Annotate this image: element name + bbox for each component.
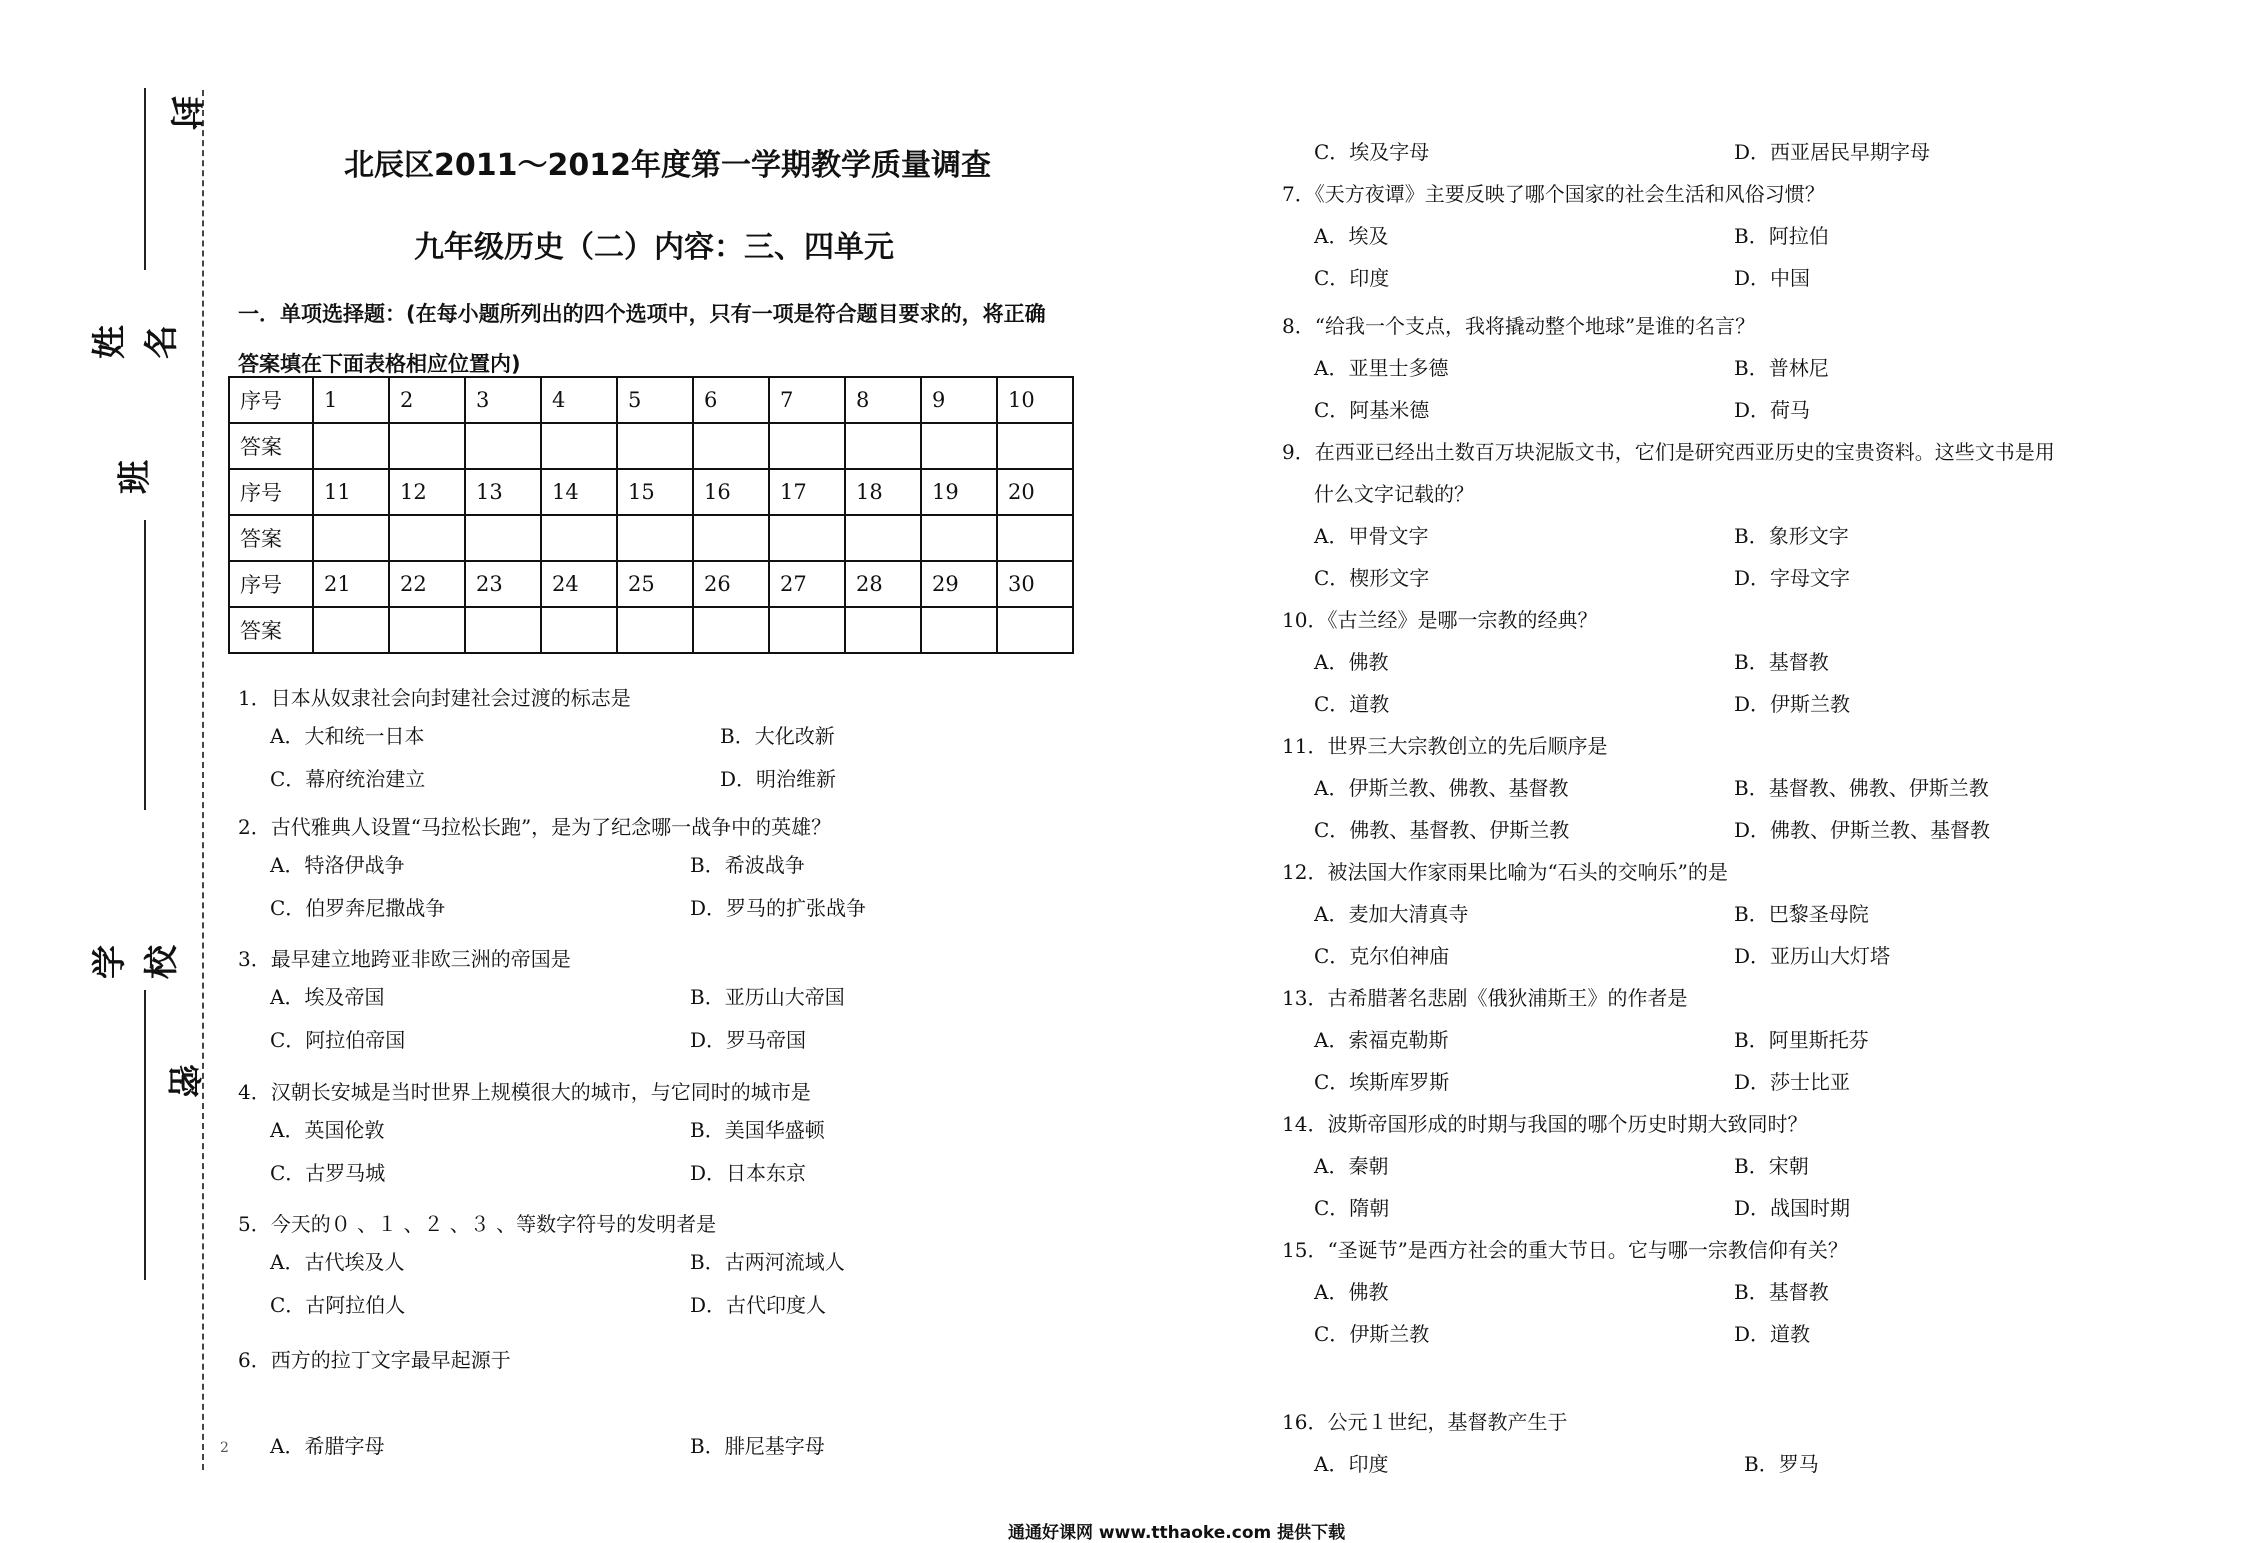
table-question-number: 3	[465, 377, 541, 423]
table-answer-cell[interactable]	[617, 423, 693, 469]
question-7-option-d: D．中国	[1734, 266, 1811, 290]
school-label: 学校	[90, 945, 182, 979]
table-answer-cell[interactable]	[845, 607, 921, 653]
table-answer-cell[interactable]	[997, 423, 1073, 469]
table-question-number: 7	[769, 377, 845, 423]
question-4-option-c: C．古罗马城	[270, 1161, 386, 1185]
table-row	[229, 377, 1073, 423]
table-answer-cell[interactable]	[389, 423, 465, 469]
table-number-label: 序号	[229, 469, 313, 515]
table-question-number: 18	[845, 469, 921, 515]
footer-credit: 通通好课网 www.tthaoke.com 提供下载	[1008, 1523, 1346, 1543]
question-15-option-d: D．道教	[1734, 1322, 1811, 1346]
question-1-option-c: C．幕府统治建立	[270, 767, 426, 791]
binding-dashed-line	[202, 90, 204, 1470]
question-9-option-d: D．字母文字	[1734, 566, 1851, 590]
table-question-number: 25	[617, 561, 693, 607]
table-question-number: 1	[313, 377, 389, 423]
table-number-label: 序号	[229, 377, 313, 423]
answer-table	[228, 376, 1074, 654]
question-5-option-a: A．古代埃及人	[270, 1250, 405, 1274]
table-question-number: 2	[389, 377, 465, 423]
question-3-stem: 3．最早建立地跨亚非欧三洲的帝国是	[238, 947, 571, 971]
question-11-option-d: D．佛教、伊斯兰教、基督教	[1734, 818, 1991, 842]
table-question-number: 27	[769, 561, 845, 607]
question-2-option-b: B．希波战争	[690, 853, 805, 877]
table-answer-cell[interactable]	[465, 423, 541, 469]
question-6-option-c: C．埃及字母	[1314, 140, 1430, 164]
question-7-option-c: C．印度	[1314, 266, 1390, 290]
question-2-option-a: A．特洛伊战争	[270, 853, 405, 877]
question-1-option-d: D．明治维新	[720, 767, 837, 791]
question-6-stem: 6．西方的拉丁文字最早起源于	[238, 1348, 511, 1372]
table-question-number: 19	[921, 469, 997, 515]
question-12-stem: 12．被法国大作家雨果比喻为“石头的交响乐”的是	[1282, 860, 1728, 884]
school-blank-line	[144, 990, 146, 1280]
table-answer-cell[interactable]	[313, 423, 389, 469]
question-16-stem: 16．公元１世纪，基督教产生于	[1282, 1410, 1568, 1434]
exam-title: 北辰区2011～2012年度第一学期教学质量调查	[344, 148, 991, 183]
binding-feng-label: 封	[165, 96, 205, 130]
table-answer-cell[interactable]	[389, 515, 465, 561]
question-14-stem: 14．波斯帝国形成的时期与我国的哪个历史时期大致同时？	[1282, 1112, 1808, 1136]
question-2-stem: 2．古代雅典人设置“马拉松长跑”，是为了纪念哪一战争中的英雄？	[238, 815, 832, 839]
question-3-option-a: A．埃及帝国	[270, 985, 385, 1009]
name-blank-line	[144, 88, 146, 270]
question-3-option-b: B．亚历山大帝国	[690, 985, 845, 1009]
table-question-number: 4	[541, 377, 617, 423]
table-question-number: 11	[313, 469, 389, 515]
table-question-number: 5	[617, 377, 693, 423]
question-15-stem: 15．“圣诞节”是西方社会的重大节日。它与哪一宗教信仰有关？	[1282, 1238, 1848, 1262]
question-13-option-d: D．莎士比亚	[1734, 1070, 1851, 1094]
question-10-option-c: C．道教	[1314, 692, 1390, 716]
table-question-number: 9	[921, 377, 997, 423]
table-question-number: 30	[997, 561, 1073, 607]
table-question-number: 17	[769, 469, 845, 515]
class-blank-line	[144, 520, 146, 810]
question-15-option-c: C．伊斯兰教	[1314, 1322, 1430, 1346]
table-question-number: 23	[465, 561, 541, 607]
question-3-option-d: D．罗马帝国	[690, 1028, 807, 1052]
question-13-option-a: A．索福克勒斯	[1314, 1028, 1449, 1052]
question-8-option-a: A．亚里士多德	[1314, 356, 1449, 380]
question-2-option-c: C．伯罗奔尼撒战争	[270, 896, 446, 920]
table-question-number: 14	[541, 469, 617, 515]
table-answer-cell[interactable]	[997, 607, 1073, 653]
table-answer-cell[interactable]	[845, 423, 921, 469]
table-answer-cell[interactable]	[921, 515, 997, 561]
question-11-stem: 11．世界三大宗教创立的先后顺序是	[1282, 734, 1608, 758]
question-5-option-c: C．古阿拉伯人	[270, 1293, 406, 1317]
table-answer-cell[interactable]	[541, 515, 617, 561]
question-3-option-c: C．阿拉伯帝国	[270, 1028, 406, 1052]
table-answer-cell[interactable]	[693, 515, 769, 561]
question-13-option-b: B．阿里斯托芬	[1734, 1028, 1869, 1052]
question-7-stem: 7．《天方夜谭》主要反映了哪个国家的社会生活和风俗习惯？	[1282, 182, 1825, 206]
question-10-option-d: D．伊斯兰教	[1734, 692, 1851, 716]
table-answer-cell[interactable]	[617, 515, 693, 561]
question-12-option-c: C．克尔伯神庙	[1314, 944, 1450, 968]
table-answer-label: 答案	[229, 607, 313, 653]
table-question-number: 16	[693, 469, 769, 515]
table-answer-cell[interactable]	[769, 423, 845, 469]
question-6-option-d: D．西亚居民早期字母	[1734, 140, 1931, 164]
question-11-option-b: B．基督教、佛教、伊斯兰教	[1734, 776, 1989, 800]
question-4-option-b: B．美国华盛顿	[690, 1118, 825, 1142]
table-question-number: 28	[845, 561, 921, 607]
question-16-option-a: A．印度	[1314, 1452, 1389, 1476]
table-row	[229, 607, 1073, 653]
table-number-label: 序号	[229, 561, 313, 607]
question-2-option-d: D．罗马的扩张战争	[690, 896, 867, 920]
question-7-option-a: A．埃及	[1314, 224, 1389, 248]
table-question-number: 15	[617, 469, 693, 515]
question-4-option-d: D．日本东京	[690, 1161, 807, 1185]
question-1-option-b: B．大化改新	[720, 724, 835, 748]
table-answer-cell[interactable]	[921, 607, 997, 653]
question-7-option-b: B．阿拉伯	[1734, 224, 1829, 248]
question-5-option-d: D．古代印度人	[690, 1293, 827, 1317]
question-8-option-d: D．荷马	[1734, 398, 1811, 422]
question-8-stem: 8．“给我一个支点，我将撬动整个地球”是谁的名言？	[1282, 314, 1756, 338]
table-row	[229, 515, 1073, 561]
question-12-option-b: B．巴黎圣母院	[1734, 902, 1869, 926]
table-question-number: 12	[389, 469, 465, 515]
class-label: 班	[115, 460, 155, 494]
question-14-option-d: D．战国时期	[1734, 1196, 1851, 1220]
table-answer-cell[interactable]	[769, 515, 845, 561]
table-answer-cell[interactable]	[693, 607, 769, 653]
question-14-option-c: C．隋朝	[1314, 1196, 1390, 1220]
question-9-stem-line2: 什么文字记载的？	[1314, 482, 1474, 506]
question-14-option-a: A．秦朝	[1314, 1154, 1389, 1178]
table-question-number: 26	[693, 561, 769, 607]
question-4-stem: 4．汉朝长安城是当时世界上规模很大的城市，与它同时的城市是	[238, 1080, 811, 1104]
page-number: 2	[220, 1440, 229, 1456]
question-1-option-a: A．大和统一日本	[270, 724, 425, 748]
question-5-stem: 5．今天的０ 、１ 、２ 、３ 、等数字符号的发明者是	[238, 1212, 717, 1236]
section-instruction-line2: 答案填在下面表格相应位置内)	[238, 352, 521, 376]
table-answer-label: 答案	[229, 423, 313, 469]
question-11-option-a: A．伊斯兰教、佛教、基督教	[1314, 776, 1569, 800]
table-answer-cell[interactable]	[389, 607, 465, 653]
table-question-number: 24	[541, 561, 617, 607]
question-15-option-a: A．佛教	[1314, 1280, 1389, 1304]
question-8-option-b: B．普林尼	[1734, 356, 1829, 380]
table-answer-cell[interactable]	[693, 423, 769, 469]
question-9-stem: 9．在西亚已经出土数百万块泥版文书，它们是研究西亚历史的宝贵资料。这些文书是用	[1282, 440, 2055, 464]
table-question-number: 10	[997, 377, 1073, 423]
name-label: 姓名	[90, 325, 182, 359]
table-answer-cell[interactable]	[465, 515, 541, 561]
question-13-stem: 13．古希腊著名悲剧《俄狄浦斯王》的作者是	[1282, 986, 1688, 1010]
table-answer-cell[interactable]	[313, 607, 389, 653]
question-1-stem: 1．日本从奴隶社会向封建社会过渡的标志是	[238, 686, 631, 710]
question-15-option-b: B．基督教	[1734, 1280, 1829, 1304]
question-14-option-b: B．宋朝	[1734, 1154, 1809, 1178]
table-row	[229, 561, 1073, 607]
question-10-option-b: B．基督教	[1734, 650, 1829, 674]
table-row	[229, 469, 1073, 515]
question-9-option-b: B．象形文字	[1734, 524, 1849, 548]
question-10-stem: 10．《古兰经》是哪一宗教的经典？	[1282, 608, 1598, 632]
question-4-option-a: A．英国伦敦	[270, 1118, 385, 1142]
table-question-number: 21	[313, 561, 389, 607]
table-answer-cell[interactable]	[541, 607, 617, 653]
table-question-number: 8	[845, 377, 921, 423]
table-answer-cell[interactable]	[313, 515, 389, 561]
table-question-number: 22	[389, 561, 465, 607]
table-question-number: 29	[921, 561, 997, 607]
question-9-option-c: C．楔形文字	[1314, 566, 1430, 590]
table-answer-cell[interactable]	[997, 515, 1073, 561]
question-16-option-b: B．罗马	[1744, 1452, 1819, 1476]
question-12-option-a: A．麦加大清真寺	[1314, 902, 1469, 926]
question-10-option-a: A．佛教	[1314, 650, 1389, 674]
question-12-option-d: D．亚历山大灯塔	[1734, 944, 1891, 968]
question-6-option-b: B．腓尼基字母	[690, 1434, 825, 1458]
question-6-option-a: A．希腊字母	[270, 1434, 385, 1458]
table-answer-cell[interactable]	[617, 607, 693, 653]
table-answer-cell[interactable]	[921, 423, 997, 469]
table-answer-cell[interactable]	[769, 607, 845, 653]
table-question-number: 20	[997, 469, 1073, 515]
table-question-number: 13	[465, 469, 541, 515]
table-question-number: 6	[693, 377, 769, 423]
table-answer-label: 答案	[229, 515, 313, 561]
question-5-option-b: B．古两河流域人	[690, 1250, 845, 1274]
table-row	[229, 423, 1073, 469]
binding-mi-label: 密	[163, 1064, 203, 1098]
table-answer-cell[interactable]	[541, 423, 617, 469]
question-8-option-c: C．阿基米德	[1314, 398, 1430, 422]
question-9-option-a: A．甲骨文字	[1314, 524, 1429, 548]
question-13-option-c: C．埃斯库罗斯	[1314, 1070, 1450, 1094]
table-answer-cell[interactable]	[465, 607, 541, 653]
exam-subtitle: 九年级历史（二）内容：三、四单元	[414, 230, 894, 265]
section-instruction-line1: 一．单项选择题：(在每小题所列出的四个选项中，只有一项是符合题目要求的，将正确	[238, 302, 1046, 326]
question-11-option-c: C．佛教、基督教、伊斯兰教	[1314, 818, 1570, 842]
table-answer-cell[interactable]	[845, 515, 921, 561]
